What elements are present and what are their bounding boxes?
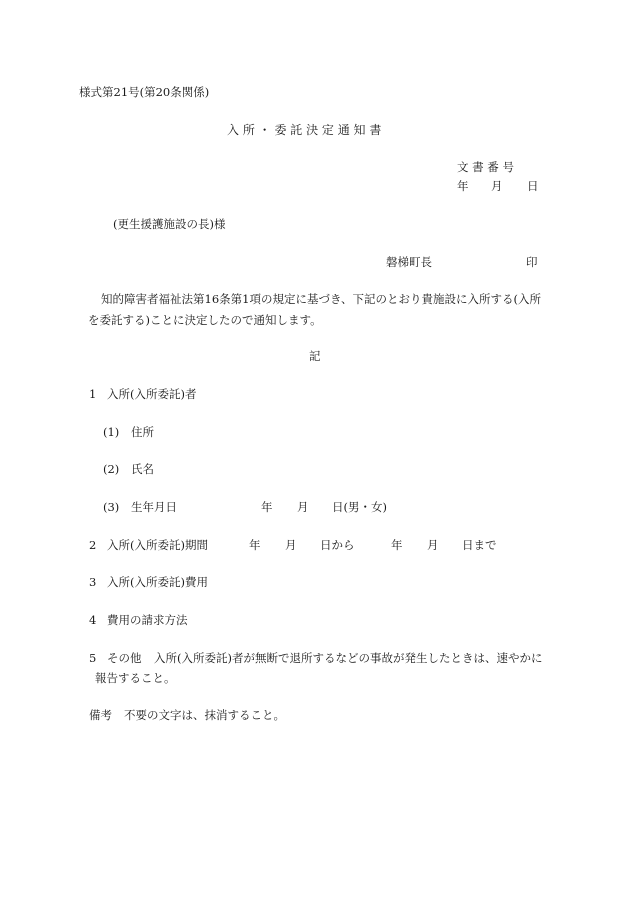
issue-date-day: 日 [527, 179, 539, 193]
notice-heading: 記 [309, 349, 321, 363]
body-paragraph-line1: 知的障害者福祉法第16条第1項の規定に基づき、下記のとおり貴施設に入所する(入所 [101, 292, 541, 306]
period-to-day: 日まで [462, 538, 497, 552]
sub-item-1-label: 住所 [131, 425, 154, 439]
sub-item-3-label: 生年月日 [131, 500, 177, 514]
issue-date-month: 月 [491, 179, 503, 193]
item-5-label: その他 [107, 651, 142, 665]
item-4-number: 4 [89, 613, 97, 627]
sender-name: 磐梯町長 [386, 255, 432, 269]
sub-item-1-number: (1) [103, 425, 120, 439]
birth-day-gender: 日(男・女) [332, 500, 387, 514]
issue-date-year: 年 [457, 179, 469, 193]
body-paragraph-line2: を委託する)ことに決定したので通知します。 [88, 313, 322, 327]
item-5-text-line1: 入所(入所委託)者が無断で退所するなどの事故が発生したときは、速やかに [154, 651, 543, 665]
sub-item-2-label: 氏名 [131, 462, 154, 476]
item-1-number: 1 [89, 387, 97, 401]
period-from-year: 年 [249, 538, 261, 552]
document-title: 入 所 ・ 委 託 決 定 通 知 書 [227, 123, 382, 137]
sub-item-3-number: (3) [103, 500, 120, 514]
remarks-label: 備考 [89, 708, 112, 722]
addressee: (更生援護施設の長)様 [113, 217, 226, 231]
item-2-label: 入所(入所委託)期間 [107, 538, 208, 552]
issue-date [457, 179, 539, 194]
item-2-number: 2 [89, 538, 97, 552]
item-5-number: 5 [89, 651, 97, 665]
item-1-label: 入所(入所委託)者 [107, 387, 197, 401]
period-from-month: 月 [285, 538, 297, 552]
document-number-label: 文 書 番 号 [457, 160, 514, 174]
remarks-text: 不要の文字は、抹消すること。 [124, 708, 285, 722]
period-to-year: 年 [391, 538, 403, 552]
period-from-day: 日から [320, 538, 355, 552]
item-4-label: 費用の請求方法 [107, 613, 188, 627]
item-3-number: 3 [89, 575, 97, 589]
item-5-text-line2: 報告すること。 [95, 671, 176, 685]
seal-mark: 印 [526, 255, 538, 269]
item-3-label: 入所(入所委託)費用 [107, 575, 208, 589]
form-number: 様式第21号(第20条関係) [79, 85, 210, 99]
sub-item-2-number: (2) [103, 462, 120, 476]
birth-year: 年 [261, 500, 273, 514]
birth-month: 月 [297, 500, 309, 514]
period-to-month: 月 [427, 538, 439, 552]
